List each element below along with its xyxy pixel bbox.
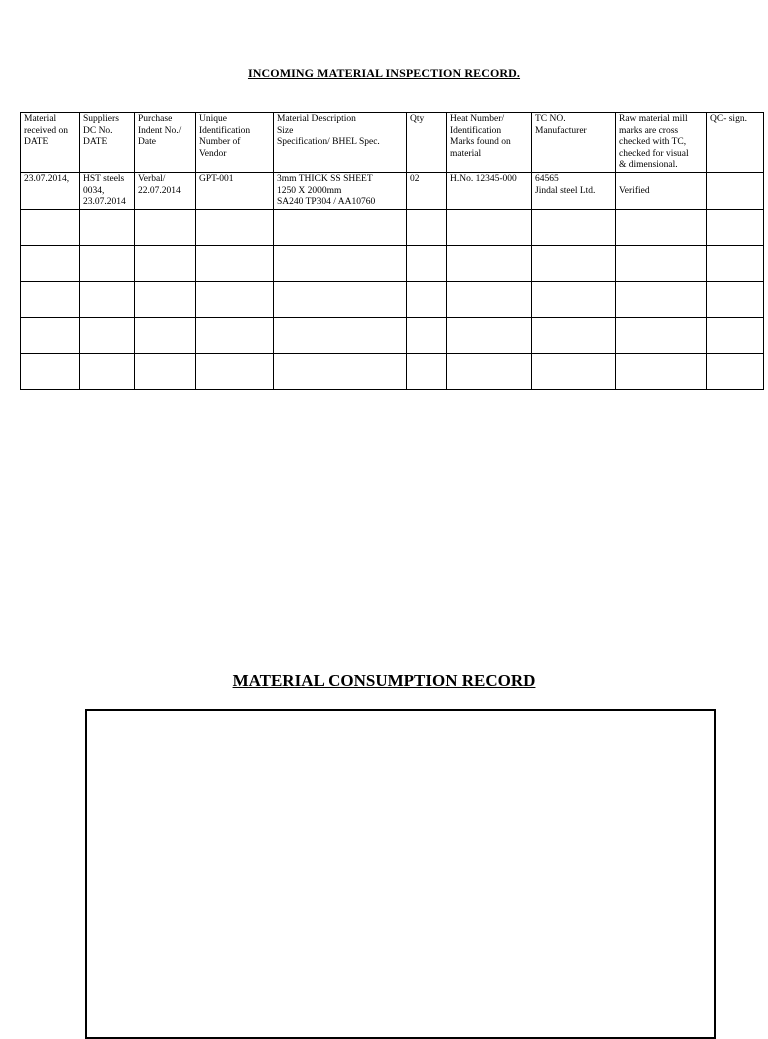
cell-text: Date [138, 137, 156, 147]
cell-text: 64565 [535, 174, 559, 184]
cell-text: Identification [199, 125, 251, 136]
cell-text: 22.07.2014 [138, 185, 181, 196]
column-header [135, 113, 196, 173]
cell-text: Material Description [277, 114, 356, 124]
cell-text: Purchase [138, 114, 173, 124]
cell-text: 0034, [83, 185, 105, 196]
table-cell [707, 173, 764, 210]
consumption-title: MATERIAL CONSUMPTION RECORD [232, 671, 536, 690]
table-cell [532, 173, 616, 210]
cell-text: Specification/ BHEL Spec. [277, 137, 380, 147]
cell-text: received on [24, 125, 69, 136]
table-cell [407, 173, 447, 210]
cell-text: HST steels [83, 174, 125, 184]
column-header [80, 113, 135, 173]
cell-text: material [450, 148, 482, 159]
cell-text: SA240 TP304 / AA10760 [277, 197, 376, 207]
cell-text: Number of [199, 137, 241, 147]
table-cell [274, 173, 407, 210]
column-header [407, 113, 447, 173]
cell-text [710, 174, 760, 186]
cell-text: Verbal/ [138, 174, 166, 184]
inspection-table [20, 112, 764, 390]
cell-text: Indent No./ [138, 125, 182, 136]
cell-text: Marks found on [450, 137, 511, 147]
cell-text: Jindal steel Ltd. [535, 185, 596, 196]
cell-text: Qty [410, 114, 425, 124]
cell-text: Material [24, 114, 57, 124]
table-cell [135, 173, 196, 210]
cell-text: marks are cross [619, 125, 679, 136]
table-row [21, 209, 764, 245]
cell-text: 1250 X 2000mm [277, 185, 342, 196]
consumption-box [85, 709, 716, 1039]
column-header [447, 113, 532, 173]
table-row [21, 173, 764, 210]
cell-text: Heat Number/ [450, 114, 505, 124]
cell-text: DATE [24, 137, 49, 147]
table-row [21, 245, 764, 281]
cell-text: Unique [199, 114, 227, 124]
cell-text: 23.07.2014, [24, 174, 70, 184]
cell-text: TC NO. [535, 114, 566, 124]
table-cell [447, 173, 532, 210]
cell-text: Verified [619, 185, 650, 196]
cell-text: checked for visual [619, 148, 689, 159]
cell-text: Raw material mill [619, 114, 688, 124]
cell-text: Identification [450, 125, 502, 136]
table-cell [21, 173, 80, 210]
cell-text: Manufacturer [535, 125, 587, 136]
cell-text: DATE [83, 137, 108, 147]
column-header [532, 113, 616, 173]
cell-text: 3mm THICK SS SHEET [277, 174, 373, 184]
column-header [21, 113, 80, 173]
cell-text: checked with TC, [619, 137, 687, 147]
column-header [196, 113, 274, 173]
cell-text: Suppliers [83, 114, 119, 124]
cell-text: DC No. [83, 125, 113, 136]
table-cell [196, 173, 274, 210]
table-row [21, 353, 764, 389]
table-row [21, 281, 764, 317]
inspection-title: INCOMING MATERIAL INSPECTION RECORD. [247, 66, 521, 80]
table-row [21, 317, 764, 353]
cell-text: & dimensional. [619, 160, 678, 170]
cell-text [619, 174, 703, 186]
column-header [274, 113, 407, 173]
table-cell [616, 173, 707, 210]
cell-text: 23.07.2014 [83, 197, 126, 207]
cell-text: Vendor [199, 148, 227, 159]
cell-text: 02 [410, 174, 420, 184]
cell-text: Size [277, 125, 294, 136]
cell-text: GPT-001 [199, 174, 234, 184]
column-header [616, 113, 707, 173]
cell-text: QC- sign. [710, 114, 747, 124]
column-header [707, 113, 764, 173]
header-row [21, 113, 764, 173]
table-cell [80, 173, 135, 210]
cell-text: H.No. 12345-000 [450, 174, 517, 184]
